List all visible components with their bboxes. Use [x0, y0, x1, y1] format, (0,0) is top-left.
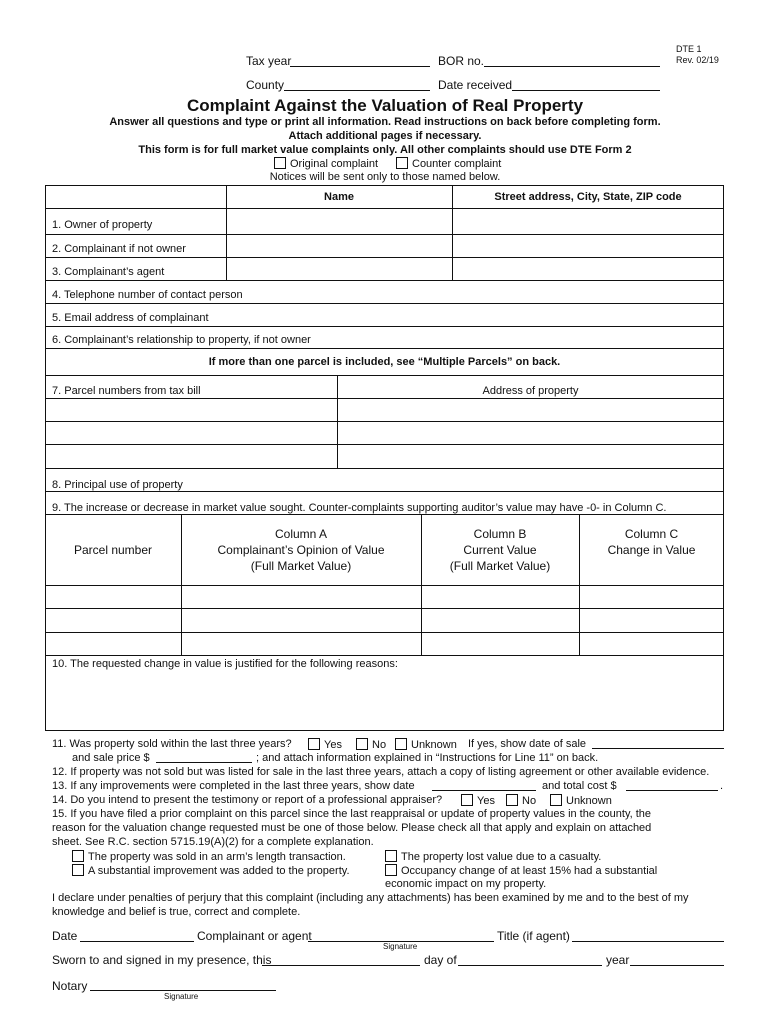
sworn-label: Sworn to and signed in my presence, this [52, 953, 272, 967]
instruction-line-2: Attach additional pages if necessary. [288, 130, 482, 142]
page-title: Complaint Against the Valuation of Real Property [186, 96, 584, 115]
q13-total-label: and total cost $ [542, 780, 617, 792]
agent-row-label: 3. Complainant’s agent [52, 266, 165, 278]
bor-no-label: BOR no. [438, 54, 485, 68]
q11-yes-option[interactable] [308, 738, 342, 752]
column-c-subtitle: Change in Value [607, 543, 696, 557]
improvement-cost-field[interactable] [626, 790, 718, 791]
agent-title-field[interactable] [572, 941, 724, 942]
year-label: year [606, 953, 630, 967]
q11-sale-price-label: and sale price $ [72, 752, 150, 764]
bor-no-field[interactable] [484, 66, 660, 67]
relationship-label: 6. Complainant’s relationship to property, if not owner [52, 334, 311, 346]
principal-use-field[interactable] [200, 469, 723, 491]
q15-improvement-checkbox[interactable] [72, 864, 84, 876]
q13-text: 13. If any improvements were completed in the last three years, show date [52, 780, 415, 792]
q14-text: 14. Do you intend to present the testimony or report of a professional appraiser? [52, 794, 443, 806]
q11-yes-checkbox[interactable] [308, 738, 320, 750]
form-revision: Rev. 02/19 [676, 55, 719, 65]
q15-sold-label: The property was sold in an arm’s length transaction. [88, 851, 346, 863]
q12-text: 12. If property was not sold but was listed for sale in the last three years, attach a copy of listing agreement or other available evidence. [52, 766, 710, 778]
parcel-number-field-2[interactable] [46, 422, 336, 444]
q14-unknown-checkbox[interactable] [550, 794, 562, 806]
value-row-3-col-b[interactable] [422, 633, 578, 655]
sale-price-field[interactable] [156, 762, 252, 763]
notices-note: Notices will be sent only to those named below. [269, 171, 501, 183]
complainant-agent-label: Complainant or agent [197, 929, 312, 943]
q14-yes-checkbox[interactable] [461, 794, 473, 806]
parcel-number-header: Parcel number [73, 543, 153, 557]
q15-option-casualty[interactable] [385, 850, 601, 864]
owner-name-field[interactable] [227, 209, 451, 234]
reasons-field[interactable] [46, 672, 723, 730]
column-a-note: (Full Market Value) [250, 559, 352, 573]
title-if-agent-label: Title (if agent) [497, 929, 570, 943]
q15-line-3: sheet. See R.C. section 5715.19(A)(2) for a complete explanation. [52, 836, 374, 848]
q15-occupancy-label: Occupancy change of at least 15% had a substantial [401, 865, 658, 877]
col-name-header: Name [324, 191, 354, 203]
complainant-row-label: 2. Complainant if not owner [52, 243, 186, 255]
original-complaint-checkbox[interactable] [274, 157, 286, 169]
q15-occupancy-label-continued: economic impact on my property. [385, 878, 547, 890]
q11-unknown-label: Unknown [411, 739, 457, 751]
q14-no-label: No [522, 795, 537, 807]
telephone-label: 4. Telephone number of contact person [52, 289, 243, 301]
q14-unknown-option[interactable] [550, 794, 612, 808]
instruction-line-3: This form is for full market value complaints only. All other complaints should use DTE Form 2 [138, 144, 632, 156]
value-row-1-parcel[interactable] [46, 586, 180, 608]
complainant-name-field[interactable] [227, 235, 451, 257]
day-of-label: day of [424, 953, 457, 967]
column-b-subtitle: Current Value [463, 543, 537, 557]
value-row-2-col-c[interactable] [580, 609, 723, 632]
sworn-month-field[interactable] [458, 965, 602, 966]
value-row-3-parcel[interactable] [46, 633, 180, 655]
principal-use-label: 8. Principal use of property [52, 479, 183, 491]
county-label: County [246, 78, 285, 92]
tax-year-field[interactable] [290, 66, 430, 67]
value-row-2-parcel[interactable] [46, 609, 180, 632]
q11-no-option[interactable] [356, 738, 386, 752]
line10-label: 10. The requested change in value is justified for the following reasons: [52, 658, 398, 670]
column-b-note: (Full Market Value) [449, 559, 551, 573]
county-field[interactable] [284, 90, 430, 91]
notary-signature-field[interactable] [90, 990, 276, 991]
q14-yes-option[interactable] [461, 794, 495, 808]
sale-date-field[interactable] [592, 748, 724, 749]
sign-date-field[interactable] [80, 941, 194, 942]
q11-unknown-checkbox[interactable] [395, 738, 407, 750]
complainant-signature-caption: Signature [383, 942, 418, 951]
parcel-address-field-1[interactable] [338, 399, 723, 421]
q15-line-2: reason for the valuation change requested must be one of those below. Please check all that apply and explain on attached [52, 822, 652, 834]
q14-yes-label: Yes [477, 795, 495, 807]
agent-name-field[interactable] [227, 258, 451, 280]
parcel-address-field-3[interactable] [338, 445, 723, 468]
agent-address-field[interactable] [453, 258, 723, 280]
counter-complaint-option[interactable] [396, 157, 501, 171]
q11-text: 11. Was property sold within the last three years? [52, 738, 292, 750]
date-received-field[interactable] [512, 90, 660, 91]
form-id: DTE 1 [676, 44, 702, 54]
counter-complaint-label: Counter complaint [412, 158, 502, 170]
sworn-day-field[interactable] [262, 965, 420, 966]
owner-address-field[interactable] [453, 209, 723, 234]
value-row-2-col-a[interactable] [182, 609, 420, 632]
value-row-1-col-b[interactable] [422, 586, 578, 608]
q15-casualty-label: The property lost value due to a casualty. [401, 851, 602, 863]
q15-casualty-checkbox[interactable] [385, 850, 397, 862]
column-a-title: Column A [274, 527, 328, 541]
value-row-1-col-a[interactable] [182, 586, 420, 608]
q14-unknown-label: Unknown [566, 795, 612, 807]
q15-occupancy-checkbox[interactable] [385, 864, 397, 876]
q11-unknown-option[interactable] [395, 738, 457, 752]
q11-attach-note: ; and attach information explained in “Instructions for Line 11” on back. [256, 752, 599, 764]
q14-no-option[interactable] [506, 794, 536, 808]
sworn-year-field[interactable] [630, 965, 724, 966]
relationship-field[interactable] [330, 327, 723, 348]
tax-year-label: Tax year [246, 54, 292, 68]
q15-option-improvement[interactable] [72, 864, 350, 878]
multiple-parcels-note: If more than one parcel is included, see “Multiple Parcels” on back. [208, 356, 561, 368]
email-label: 5. Email address of complainant [52, 312, 209, 324]
col-address-header: Street address, City, State, ZIP code [494, 191, 682, 203]
email-field[interactable] [220, 304, 723, 326]
q11-yes-label: Yes [324, 739, 342, 751]
notary-signature-caption: Signature [164, 992, 199, 1001]
notary-label: Notary [52, 979, 88, 993]
declaration-line-2: knowledge and belief is true, correct and complete. [52, 906, 301, 918]
parcel-address-field-2[interactable] [338, 422, 723, 444]
value-row-3-col-a[interactable] [182, 633, 420, 655]
parcel-number-field-1[interactable] [46, 399, 336, 421]
improvement-date-field[interactable] [432, 790, 536, 791]
telephone-field[interactable] [260, 281, 723, 303]
instruction-line-1: Answer all questions and type or print all information. Read instructions on back before completing form. [109, 116, 661, 128]
original-complaint-option[interactable] [274, 157, 378, 171]
value-row-3-col-c[interactable] [580, 633, 723, 655]
original-complaint-label: Original complaint [290, 158, 379, 170]
value-row-2-col-b[interactable] [422, 609, 578, 632]
q15-option-occupancy[interactable] [385, 864, 657, 878]
q15-sold-checkbox[interactable] [72, 850, 84, 862]
date-received-label: Date received [438, 78, 513, 92]
column-a-subtitle: Complainant’s Opinion of Value [217, 543, 385, 557]
parcel-address-header: Address of property [482, 385, 579, 397]
q13-period: . [720, 780, 724, 792]
owner-row-label: 1. Owner of property [52, 219, 153, 231]
q14-no-checkbox[interactable] [506, 794, 518, 806]
value-row-1-col-c[interactable] [580, 586, 723, 608]
q15-option-sold[interactable] [72, 850, 346, 864]
q11-no-checkbox[interactable] [356, 738, 368, 750]
date-label: Date [52, 929, 78, 943]
q15-improvement-label: A substantial improvement was added to the property. [88, 865, 350, 877]
counter-complaint-checkbox[interactable] [396, 157, 408, 169]
parcel-numbers-header: 7. Parcel numbers from tax bill [52, 385, 201, 397]
complainant-address-field[interactable] [453, 235, 723, 257]
column-c-title: Column C [624, 527, 679, 541]
q11-no-label: No [372, 739, 387, 751]
line9-label: 9. The increase or decrease in market value sought. Counter-complaints supporting auditor’s value may have -0- in Column C. [52, 502, 667, 514]
q11-show-date-label: If yes, show date of sale [468, 738, 587, 750]
parcel-number-field-3[interactable] [46, 445, 336, 468]
declaration-line-1: I declare under penalties of perjury that this complaint (including any attachments) has been examined by me and to the best of my [52, 892, 689, 904]
q15-line-1: 15. If you have filed a prior complaint on this parcel since the last reappraisal or update of property values in the county, the [52, 808, 652, 820]
column-b-title: Column B [473, 527, 527, 541]
